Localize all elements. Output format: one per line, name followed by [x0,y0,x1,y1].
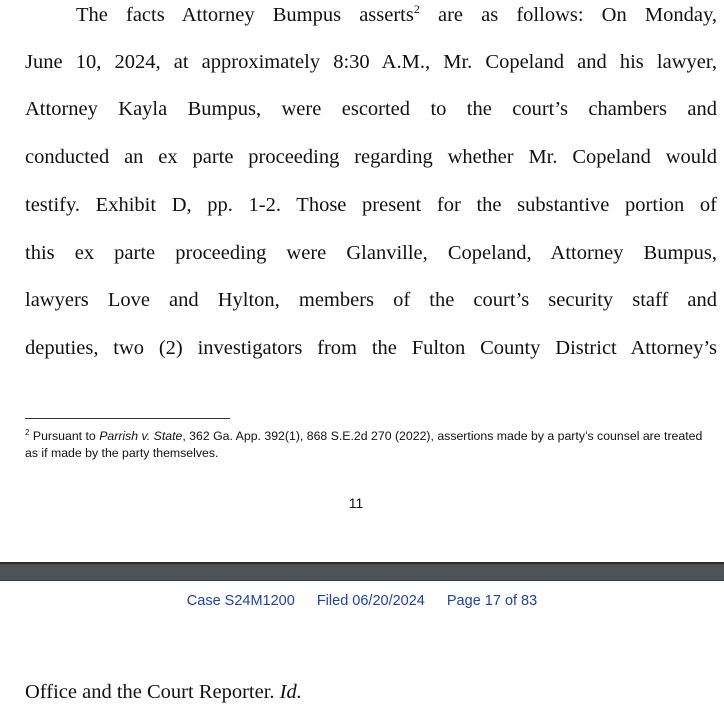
body-line: conducted an ex parte proceeding regarding whether Mr. Copeland would [25,146,717,168]
footnote-divider [25,418,230,419]
footnote: $^2$ Pursuant to Parrish v. State, 362 Ga. App. 392(1), 868 S.E.2d 270 (2022), assertions made by a party’s counsel are treated as if made by the party themselves. [25,427,703,460]
body-line: testify. Exhibit D, pp. 1-2. Those present for the substantive portion of [25,194,717,216]
body-line: Office and the Court Reporter. Id. [25,681,302,703]
filed-date: Filed 06/20/2024 [316,593,425,609]
filing-header [0,593,724,609]
body-line: June 10, 2024, at approximately 8:30 A.M., Mr. Copeland and his lawyer, [25,51,717,73]
body-line: The facts Attorney Bumpus asserts$^2$ are as follows: On Monday, [76,2,717,26]
page-separator [0,562,724,581]
body-line: lawyers Love and Hylton, members of the court’s security staff and [25,289,717,311]
footnote-ref[interactable]: 2 [413,2,420,17]
body-line: Attorney Kayla Bumpus, were escorted to the court’s chambers and [25,98,717,120]
body-line: deputies, two (2) investigators from the Fulton County District Attorney’s [25,337,717,359]
page-number: 11 [348,495,364,511]
case-number: Case S24M1200 [186,593,295,609]
page-count: Page 17 of 83 [446,593,538,609]
body-line: this ex parte proceeding were Glanville, Copeland, Attorney Bumpus, [25,242,717,264]
